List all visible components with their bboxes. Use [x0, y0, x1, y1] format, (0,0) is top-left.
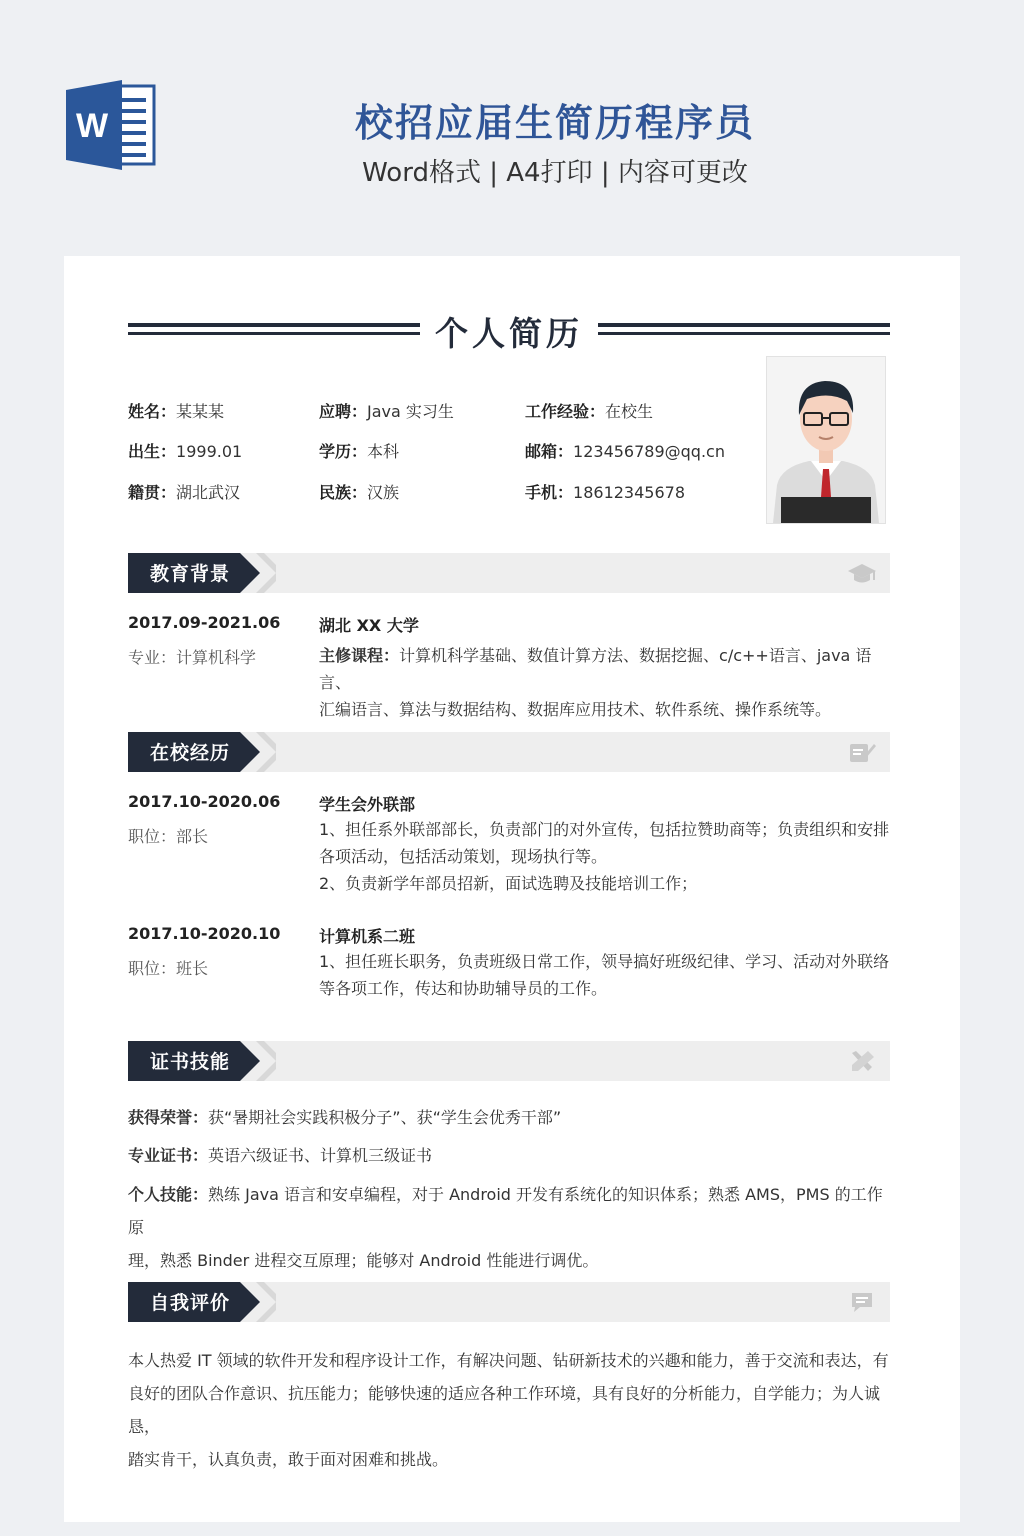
info-value: 123456789@qq.cn	[573, 442, 725, 461]
header-rule-right	[598, 323, 890, 337]
info-value: 汉族	[367, 483, 400, 502]
skill-row: 个人技能：熟练 Java 语言和安卓编程，对于 Android 开发有系统化的知识体系；熟悉 AMS，PMS 的工作原 理，熟悉 Binder 进程交互原理；能够对 Android 性能进行调优。	[128, 1185, 883, 1270]
info-name: 姓名：某某某	[128, 402, 225, 421]
courses-label: 主修课程：	[319, 646, 400, 665]
duty-line: 各项活动，包括活动策划，现场执行等。	[319, 847, 608, 866]
info-value: 本科	[367, 442, 400, 461]
campus-duties	[319, 816, 899, 897]
evaluation-line: 踏实肯干，认真负责，敢于面对困难和挑战。	[128, 1450, 449, 1469]
banner-title: 校招应届生简历程序员	[354, 101, 755, 145]
info-email: 邮箱：123456789@qq.cn	[525, 442, 725, 461]
campus-position: 职位：班长	[128, 959, 209, 978]
info-value: Java 实习生	[367, 402, 454, 421]
info-value: 某某某	[176, 402, 225, 421]
honor-row: 获得荣誉：获“暑期社会实践积极分子”、获“学生会优秀干部”	[128, 1108, 562, 1127]
banner	[0, 0, 1024, 255]
graduation-cap-icon	[848, 561, 876, 585]
edu-date: 2017.09-2021.06	[128, 613, 281, 632]
section-title: 在校经历	[150, 742, 231, 764]
info-value: 在校生	[605, 402, 654, 421]
campus-position: 职位：部长	[128, 827, 209, 846]
info-ethnicity: 民族：汉族	[319, 483, 400, 502]
tools-icon	[848, 1049, 876, 1073]
info-degree: 学历：本科	[319, 442, 400, 461]
info-experience: 工作经验：在校生	[525, 402, 654, 421]
campus-duties	[319, 948, 899, 1002]
section-skills	[128, 1041, 890, 1081]
evaluation-line: 本人热爱 IT 领域的软件开发和程序设计工作，有解决问题、钻研新技术的兴趣和能力，善于交流和表达，有	[128, 1351, 889, 1370]
info-hometown: 籍贯：湖北武汉	[128, 483, 241, 502]
info-label: 工作经验	[525, 402, 590, 421]
honor-label: 获得荣誉：	[128, 1108, 209, 1127]
header-rule-left	[128, 323, 420, 337]
info-birth: 出生：1999.01	[128, 442, 243, 461]
section-evaluation	[128, 1282, 890, 1322]
info-label: 手机	[525, 483, 558, 502]
avatar-photo	[766, 356, 886, 524]
section-campus	[128, 732, 890, 772]
cert-row: 专业证书：英语六级证书、计算机三级证书	[128, 1146, 433, 1165]
info-value: 湖北武汉	[176, 483, 241, 502]
info-label: 籍贯	[128, 483, 161, 502]
campus-org: 计算机系二班	[319, 927, 416, 946]
info-phone: 手机：18612345678	[525, 483, 686, 502]
skill-label: 个人技能：	[128, 1185, 209, 1204]
info-label: 姓名	[128, 402, 161, 421]
campus-date: 2017.10-2020.10	[128, 924, 281, 943]
info-label: 民族	[319, 483, 352, 502]
edit-icon	[848, 740, 876, 764]
resume-page	[64, 256, 960, 1522]
evaluation-line: 良好的团队合作意识、抗压能力；能够快速的适应各种工作环境，具有良好的分析能力，自学能力；为人诚恳，	[128, 1384, 881, 1436]
edu-courses: 主修课程：计算机科学基础、数值计算方法、数据挖掘、c/c++语言、java 语言、 汇编语言、算法与数据结构、数据库应用技术、软件系统、操作系统等。	[319, 646, 872, 719]
edu-school: 湖北 XX 大学	[319, 616, 419, 635]
section-title: 证书技能	[150, 1051, 231, 1073]
info-value: 1999.01	[176, 442, 243, 461]
banner-subtitle: Word格式 | A4打印 | 内容可更改	[362, 158, 748, 188]
resume-title: 个人简历	[435, 314, 583, 353]
info-label: 学历	[319, 442, 352, 461]
comment-icon	[848, 1290, 876, 1314]
duty-line: 2、负责新学年部员招新，面试选聘及技能培训工作；	[319, 874, 698, 893]
word-icon-letter: W	[75, 107, 109, 145]
duty-line: 1、担任系外联部部长，负责部门的对外宣传，包括拉赞助商等；负责组织和安排	[319, 820, 890, 839]
self-evaluation-text	[128, 1344, 898, 1476]
info-label: 邮箱	[525, 442, 558, 461]
campus-date: 2017.10-2020.06	[128, 792, 281, 811]
section-education	[128, 553, 890, 593]
duty-line: 1、担任班长职务，负责班级日常工作，领导搞好班级纪律、学习、活动对外联络	[319, 952, 890, 971]
info-label: 应聘	[319, 402, 352, 421]
info-apply: 应聘：Java 实习生	[319, 402, 454, 421]
edu-major: 专业：计算机科学	[128, 648, 257, 667]
avatar-illustration	[767, 357, 885, 523]
section-title: 自我评价	[150, 1292, 231, 1314]
info-value: 18612345678	[573, 483, 686, 502]
cert-label: 专业证书：	[128, 1146, 209, 1165]
section-title: 教育背景	[150, 563, 231, 585]
campus-org: 学生会外联部	[319, 795, 416, 814]
info-label: 出生	[128, 442, 161, 461]
duty-line: 等各项工作，传达和协助辅导员的工作。	[319, 979, 608, 998]
resume-header	[128, 310, 890, 353]
